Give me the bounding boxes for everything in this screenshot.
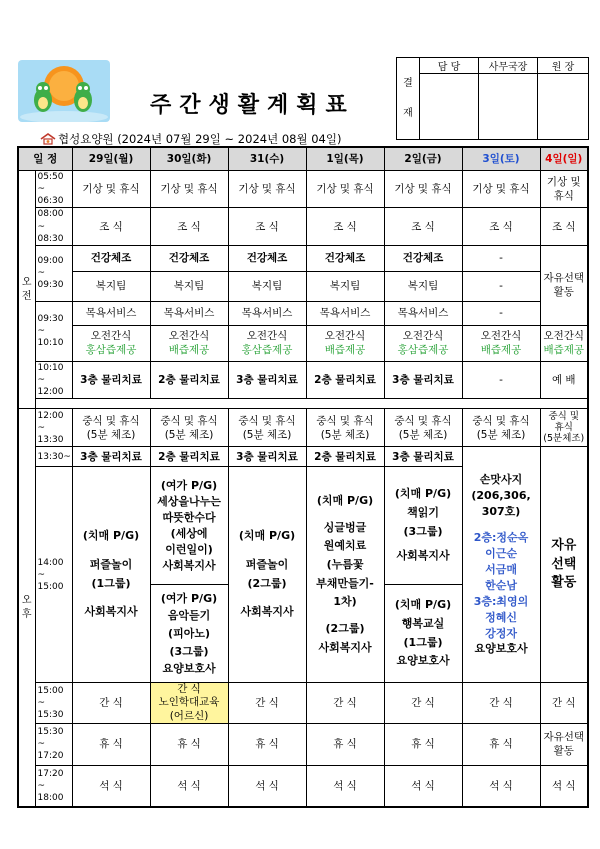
snack-note: 배즙제공 — [168, 344, 210, 357]
cell: 조 식 — [228, 208, 306, 245]
activity-line: (2그룹) — [247, 576, 287, 590]
staff-line: 2층:정순옥 — [473, 530, 529, 544]
cell — [228, 325, 306, 361]
activity-line: 따뜻한수다 — [162, 510, 216, 524]
cell: 자유선택활동 — [540, 245, 588, 325]
cell: 예 배 — [540, 361, 588, 398]
activity-line: 자유 — [551, 538, 577, 554]
lunch: 중식 및 휴식 — [316, 414, 374, 427]
activity-line: (3그룹) — [403, 524, 443, 538]
cell: 간 식 — [306, 683, 384, 723]
lunch: 중식 및 휴식 — [472, 414, 530, 427]
cell — [150, 683, 228, 723]
cell: 기상 및 휴식 — [72, 171, 150, 208]
activity-line: (1그룹) — [91, 576, 131, 590]
activity-line: (치매 P/G) — [316, 494, 374, 508]
activity-line: (누름꽃 — [326, 558, 364, 572]
cell: 석 식 — [150, 765, 228, 807]
snack: 간 식 — [177, 683, 201, 696]
cell: - — [462, 271, 540, 301]
cell: 3층 물리치료 — [228, 447, 306, 467]
edu-note: (어르신) — [169, 709, 209, 722]
activity-line: 부채만들기- — [316, 576, 374, 590]
snack-am: 오전간식 — [480, 330, 522, 343]
activity-line: 음악듣기 — [167, 609, 211, 623]
cell: 휴 식 — [384, 723, 462, 765]
activity-line: 1차) — [333, 595, 357, 609]
approval-role: 원 장 — [538, 58, 589, 74]
lunch: 중식 및 휴식 — [394, 414, 452, 427]
day-header: 31(수) — [228, 147, 306, 171]
cell: 복지팀 — [72, 271, 150, 301]
cell: 목욕서비스 — [228, 301, 306, 325]
subtitle — [40, 131, 341, 147]
lunch: 중식 및 휴식 — [82, 414, 140, 427]
fri-afternoon-top — [384, 467, 462, 585]
cell: 석 식 — [228, 765, 306, 807]
approval-sign-box[interactable] — [479, 74, 538, 140]
time-cell: 17:20 ~ 18:00 — [35, 765, 72, 807]
lunch: 중식 및 휴식 — [238, 414, 296, 427]
period-pm — [18, 409, 35, 807]
activity-line: 활동 — [551, 574, 577, 590]
cell — [228, 409, 306, 447]
time-cell: 05:50 ~ 06:30 — [35, 171, 72, 208]
house-icon — [40, 133, 56, 145]
lunch-note: (5분 체조) — [164, 428, 214, 441]
time-cell: 12:00 ~ 13:30 — [35, 409, 72, 447]
activity-line: (치매 P/G) — [394, 598, 452, 612]
activity-line: (치매 P/G) — [82, 529, 140, 543]
cell: 3층 물리치료 — [384, 447, 462, 467]
table-row — [18, 301, 588, 325]
cell: 간 식 — [540, 683, 588, 723]
lunch-note: (5분 체조) — [398, 428, 448, 441]
snack-am: 오전간식 — [246, 330, 288, 343]
cell — [540, 409, 588, 447]
cell: 자유선택활동 — [540, 723, 588, 765]
table-row — [18, 271, 588, 301]
cell: 기상 및 휴식 — [306, 171, 384, 208]
activity-line: (1그룹) — [403, 635, 443, 649]
cell — [306, 325, 384, 361]
page-title: 주간생활계획표 — [150, 93, 355, 118]
snack-note: 홍삼즙제공 — [397, 344, 449, 357]
approval-side-2: 재 — [403, 107, 413, 119]
table-row — [18, 683, 588, 723]
activity-line: (2그룹) — [325, 622, 365, 636]
time-cell: 14:00 ~ 15:00 — [35, 467, 72, 683]
activity-line: 사회복지사 — [162, 558, 216, 572]
staff-line: 한순남 — [485, 578, 517, 592]
activity-line: (세상에 — [170, 526, 208, 540]
cell: 간 식 — [462, 683, 540, 723]
cell: 3층 물리치료 — [72, 361, 150, 398]
snack-am: 오전간식 — [168, 330, 210, 343]
cell: 2층 물리치료 — [150, 361, 228, 398]
lunch: 휴식 — [554, 422, 573, 434]
activity-line: (206,306, — [471, 489, 531, 503]
approval-role: 담 당 — [420, 58, 479, 74]
cell: 목욕서비스 — [150, 301, 228, 325]
cell: 조 식 — [384, 208, 462, 245]
time-cell: 08:00 ~ 08:30 — [35, 208, 72, 245]
cell — [150, 325, 228, 361]
cell: - — [462, 245, 540, 271]
staff-line: 정혜신 — [485, 610, 517, 624]
activity-line: 책읽기 — [407, 506, 439, 520]
table-row — [18, 245, 588, 271]
cell: 기상 및 휴식 — [228, 171, 306, 208]
sat-afternoon — [462, 447, 540, 683]
activity-line: 행복교실 — [401, 617, 445, 631]
activity-line: 싱글벙글 — [323, 520, 367, 534]
cell — [306, 409, 384, 447]
spacer-row — [18, 399, 588, 409]
lunch: 중식 및 휴식 — [160, 414, 218, 427]
snack-note: 홍삼즙제공 — [85, 344, 137, 357]
sun-afternoon — [540, 447, 588, 683]
snack-note: 홍삼즙제공 — [241, 344, 293, 357]
day-header: 3일(토) — [462, 147, 540, 171]
cell: 휴 식 — [150, 723, 228, 765]
activity-line: (치매 P/G) — [394, 487, 452, 501]
approval-role: 사무국장 — [479, 58, 538, 74]
activity-line: (피아노) — [168, 626, 210, 640]
cell: 기상 및 휴식 — [540, 171, 588, 208]
approval-side — [397, 58, 420, 140]
cell: 기상 및 휴식 — [462, 171, 540, 208]
cell: 2층 물리치료 — [306, 361, 384, 398]
snack-am: 오전간식 — [402, 330, 444, 343]
time-cell: 13:30~ — [35, 447, 72, 467]
cell: 건강체조 — [306, 245, 384, 271]
cell: 2층 물리치료 — [306, 447, 384, 467]
cell — [150, 409, 228, 447]
cell: 3층 물리치료 — [384, 361, 462, 398]
activity-line: (여가 P/G) — [160, 591, 218, 605]
activity-line: (치매 P/G) — [238, 529, 296, 543]
cell: 건강체조 — [384, 245, 462, 271]
cell: 조 식 — [72, 208, 150, 245]
cell: 건강체조 — [228, 245, 306, 271]
day-header: 30일(화) — [150, 147, 228, 171]
staff-line: 이근순 — [485, 546, 517, 560]
period-am — [18, 171, 35, 409]
approval-side-1: 결 — [403, 77, 413, 89]
snack-am: 오전간식 — [543, 330, 585, 343]
spacer — [308, 612, 383, 620]
table-row — [18, 765, 588, 807]
staff-line: 서금매 — [485, 562, 517, 576]
activity-line: (3그룹) — [169, 644, 209, 658]
activity-line: 요양보호사 — [396, 654, 450, 668]
cell: 휴 식 — [72, 723, 150, 765]
lunch: 중식 및 — [548, 410, 580, 422]
cell: - — [462, 361, 540, 398]
cell: 석 식 — [72, 765, 150, 807]
time-cell: 15:30 ~ 17:20 — [35, 723, 72, 765]
activity-line: (여가 P/G) — [160, 478, 218, 492]
snack-note: 배즙제공 — [480, 344, 522, 357]
cell: 복지팀 — [384, 271, 462, 301]
lunch-note: (5분 체조) — [242, 428, 292, 441]
snack-am: 오전간식 — [90, 330, 132, 343]
table-row — [18, 325, 588, 361]
activity-line: 307호) — [481, 504, 521, 518]
cell: 기상 및 휴식 — [150, 171, 228, 208]
fri-afternoon-bottom — [384, 585, 462, 683]
cell — [540, 325, 588, 361]
table-row — [18, 723, 588, 765]
spacer — [464, 520, 539, 530]
activity-line: 퍼즐놀이 — [245, 558, 289, 572]
lunch-note: (5분체조) — [543, 433, 585, 445]
cell: 조 식 — [540, 208, 588, 245]
staff-line: 3층:최영의 — [473, 594, 529, 608]
cell: 복지팀 — [228, 271, 306, 301]
cell: 기상 및 휴식 — [384, 171, 462, 208]
activity-line: 선택 — [551, 556, 577, 572]
approval-sign-box[interactable] — [420, 74, 479, 140]
time-cell: 09:30 ~ 10:10 — [35, 301, 72, 361]
cell: 3층 물리치료 — [72, 447, 150, 467]
cell: - — [462, 301, 540, 325]
cell: 간 식 — [228, 683, 306, 723]
cell: 간 식 — [384, 683, 462, 723]
cell: 목욕서비스 — [306, 301, 384, 325]
cell: 목욕서비스 — [72, 301, 150, 325]
spacer — [74, 593, 149, 603]
time-cell: 15:00 ~ 15:30 — [35, 683, 72, 723]
lunch-note: (5분 체조) — [476, 428, 526, 441]
cell — [384, 325, 462, 361]
activity-line: 사회복지사 — [318, 640, 372, 654]
cell: 조 식 — [150, 208, 228, 245]
day-header: 1일(목) — [306, 147, 384, 171]
cell: 석 식 — [462, 765, 540, 807]
activity-line: 퍼즐놀이 — [89, 558, 133, 572]
subtitle-text: 협성요양원 (2024년 07월 29일 ~ 2024년 08월 04일) — [58, 132, 342, 146]
table-row — [18, 171, 588, 208]
cell: 휴 식 — [462, 723, 540, 765]
cell — [462, 325, 540, 361]
cell: 석 식 — [384, 765, 462, 807]
thu-afternoon — [306, 467, 384, 683]
cell: 휴 식 — [228, 723, 306, 765]
cell: 석 식 — [540, 765, 588, 807]
cell — [384, 409, 462, 447]
approval-sign-box[interactable] — [538, 74, 589, 140]
spacer-cell — [35, 399, 588, 409]
time-cell: 09:00 ~ 09:30 — [35, 245, 72, 301]
cell: 복지팀 — [306, 271, 384, 301]
cell: 건강체조 — [72, 245, 150, 271]
snack-am: 오전간식 — [324, 330, 366, 343]
snack-note: 배즙제공 — [543, 344, 585, 357]
activity-line: 세상을나누는 — [157, 494, 221, 508]
day-header: 2일(금) — [384, 147, 462, 171]
header-row — [18, 147, 588, 171]
spacer — [308, 511, 383, 519]
spacer — [230, 593, 305, 603]
cell: 목욕서비스 — [384, 301, 462, 325]
period-label: 오전 — [21, 277, 32, 302]
tue-afternoon-bottom — [150, 585, 228, 683]
lunch-note: (5분 체조) — [320, 428, 370, 441]
activity-line: 요양보호사 — [162, 662, 216, 676]
table-row — [18, 447, 588, 467]
activity-line: 이런일이) — [165, 542, 213, 556]
spacer — [230, 546, 305, 556]
cell: 석 식 — [306, 765, 384, 807]
snack-note: 배즙제공 — [324, 344, 366, 357]
staff-role: 요양보호사 — [474, 642, 528, 656]
table-row — [18, 409, 588, 447]
table-row — [18, 208, 588, 245]
corner-cell: 일 정 — [18, 147, 72, 171]
wed-afternoon — [228, 467, 306, 683]
approval-box — [396, 57, 589, 140]
edu-note: 노인학대교육 — [158, 696, 220, 709]
activity-line: 원예치료 — [323, 539, 367, 553]
cell — [72, 325, 150, 361]
cell: 조 식 — [306, 208, 384, 245]
cell: 휴 식 — [306, 723, 384, 765]
logo-illustration — [18, 60, 110, 122]
lunch-note: (5분 체조) — [86, 428, 136, 441]
cell — [462, 409, 540, 447]
period-label: 오후 — [21, 595, 32, 620]
time-cell: 10:10 ~ 12:00 — [35, 361, 72, 398]
cell: 조 식 — [462, 208, 540, 245]
day-header: 29일(월) — [72, 147, 150, 171]
table-row — [18, 361, 588, 398]
day-header: 4일(일) — [540, 147, 588, 171]
cell: 복지팀 — [150, 271, 228, 301]
cell: 2층 물리치료 — [150, 447, 228, 467]
tue-afternoon-top — [150, 467, 228, 585]
cell: 3층 물리치료 — [228, 361, 306, 398]
activity-line: 사회복지사 — [240, 605, 294, 619]
cell — [72, 409, 150, 447]
activity-line: 사회복지사 — [84, 605, 138, 619]
cell: 간 식 — [72, 683, 150, 723]
cell: 건강체조 — [150, 245, 228, 271]
activity-line: 사회복지사 — [396, 549, 450, 563]
schedule-table — [17, 146, 589, 808]
mon-afternoon — [72, 467, 150, 683]
activity-line: 손맛사지 — [479, 473, 523, 487]
staff-line: 강정자 — [485, 626, 517, 640]
spacer — [74, 546, 149, 556]
